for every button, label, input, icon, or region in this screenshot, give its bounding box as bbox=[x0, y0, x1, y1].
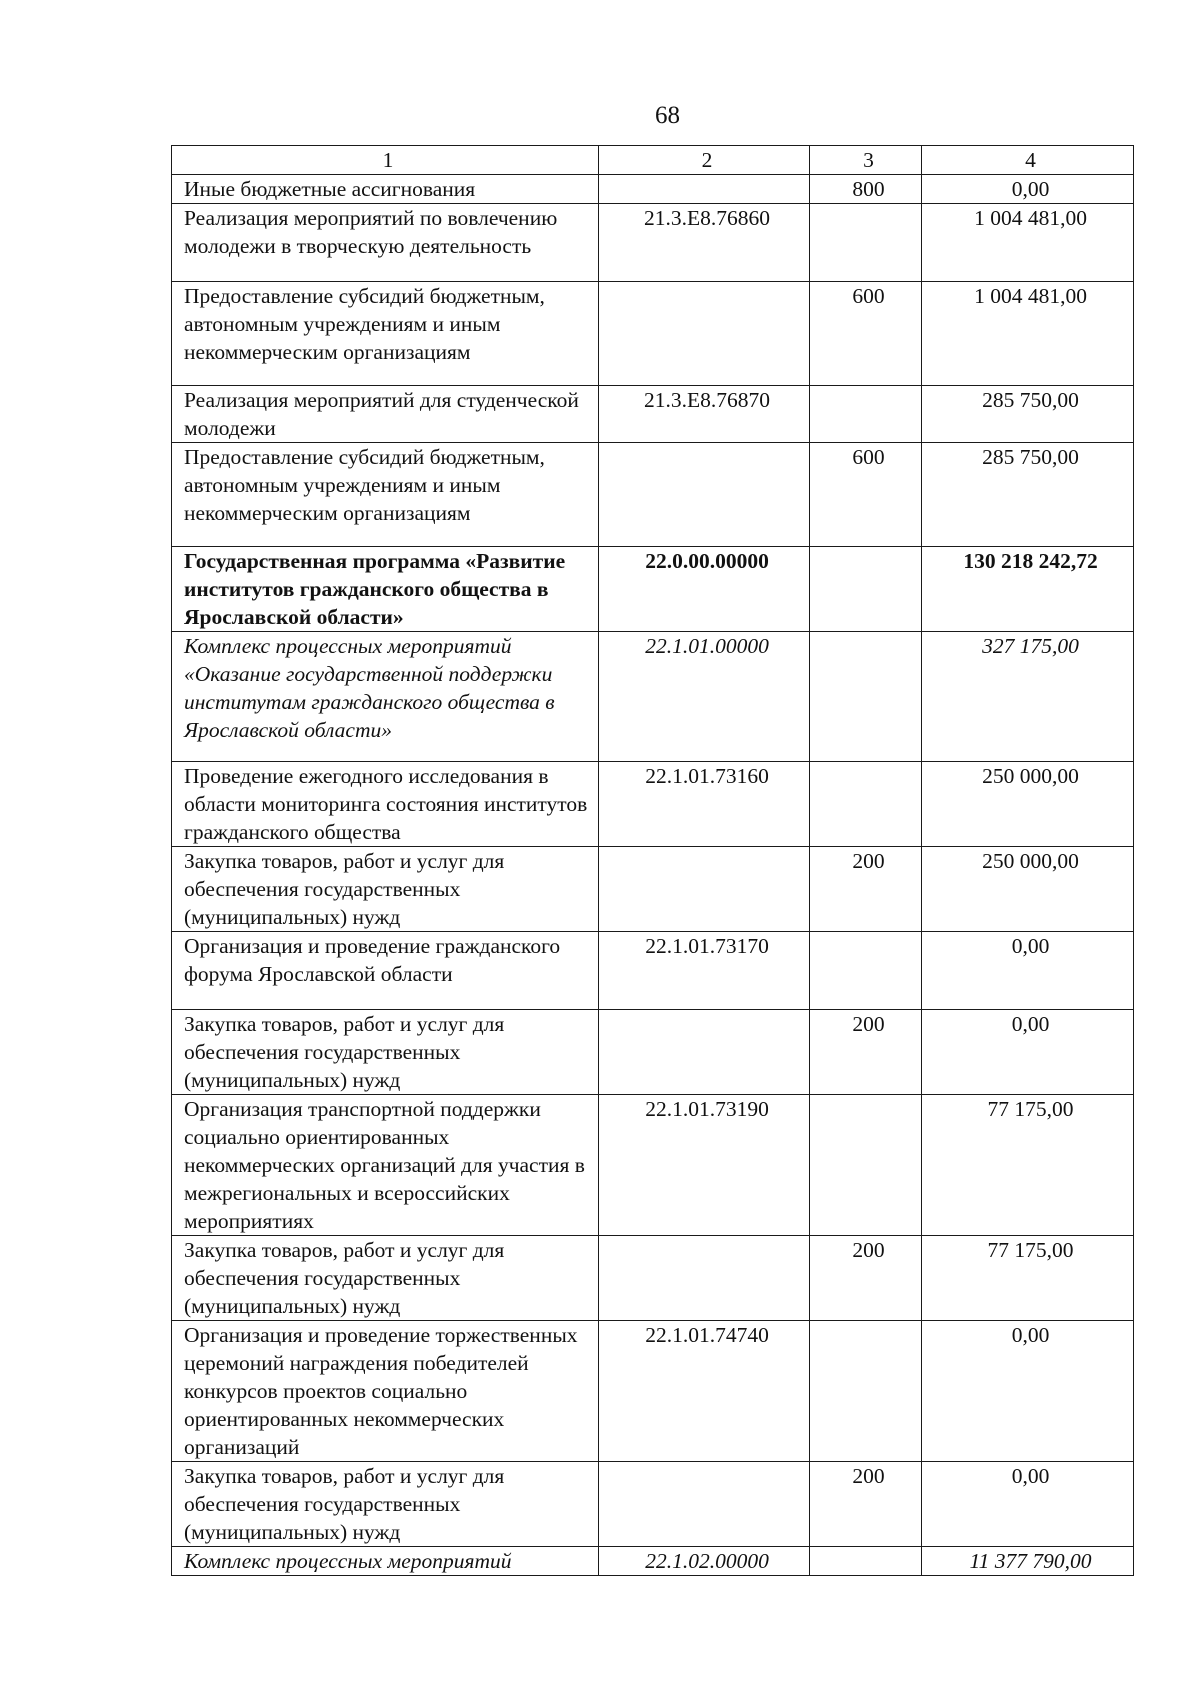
row-type-cell bbox=[810, 204, 922, 282]
table-row bbox=[172, 1462, 1134, 1547]
column-header-3: 3 bbox=[810, 146, 922, 175]
column-number-row bbox=[172, 146, 1134, 175]
row-name-cell: Организация и проведение гражданского форума Ярославской области bbox=[172, 932, 599, 1010]
row-amount-cell: 285 750,00 bbox=[922, 386, 1134, 443]
column-header-4: 4 bbox=[922, 146, 1134, 175]
row-type-cell bbox=[810, 632, 922, 762]
row-amount-cell: 77 175,00 bbox=[922, 1236, 1134, 1321]
row-code-cell bbox=[599, 282, 810, 386]
table-row bbox=[172, 632, 1134, 762]
row-name-cell: Реализация мероприятий для студенческой молодежи bbox=[172, 386, 599, 443]
row-name-cell: Иные бюджетные ассигнования bbox=[172, 175, 599, 204]
table-row bbox=[172, 1010, 1134, 1095]
row-amount-cell: 1 004 481,00 bbox=[922, 282, 1134, 386]
row-amount-cell: 0,00 bbox=[922, 1462, 1134, 1547]
row-code-cell bbox=[599, 847, 810, 932]
row-code-cell: 22.1.01.74740 bbox=[599, 1321, 810, 1462]
row-name-cell: Закупка товаров, работ и услуг для обеспечения государственных (муниципальных) нужд bbox=[172, 1236, 599, 1321]
table-row bbox=[172, 175, 1134, 204]
row-amount-cell: 250 000,00 bbox=[922, 762, 1134, 847]
budget-table-body bbox=[172, 146, 1134, 1576]
row-amount-cell: 130 218 242,72 bbox=[922, 547, 1134, 632]
table-row bbox=[172, 932, 1134, 1010]
row-code-cell bbox=[599, 1010, 810, 1095]
row-name-cell: Закупка товаров, работ и услуг для обеспечения государственных (муниципальных) нужд bbox=[172, 847, 599, 932]
row-amount-cell: 11 377 790,00 bbox=[922, 1547, 1134, 1576]
row-type-cell bbox=[810, 932, 922, 1010]
row-type-cell bbox=[810, 547, 922, 632]
table-row bbox=[172, 1236, 1134, 1321]
row-type-cell: 600 bbox=[810, 443, 922, 547]
table-row bbox=[172, 204, 1134, 282]
table-row bbox=[172, 547, 1134, 632]
row-amount-cell: 0,00 bbox=[922, 1010, 1134, 1095]
table-row bbox=[172, 847, 1134, 932]
row-code-cell bbox=[599, 175, 810, 204]
row-name-cell: Предоставление субсидий бюджетным, автономным учреждениям и иным некоммерческим организациям bbox=[172, 443, 599, 547]
row-name-cell: Комплекс процессных мероприятий bbox=[172, 1547, 599, 1576]
column-header-1: 1 bbox=[172, 146, 599, 175]
row-type-cell: 200 bbox=[810, 1462, 922, 1547]
row-type-cell bbox=[810, 386, 922, 443]
row-code-cell: 22.1.01.73160 bbox=[599, 762, 810, 847]
row-type-cell: 600 bbox=[810, 282, 922, 386]
row-name-cell: Государственная программа «Развитие институтов гражданского общества в Ярославской области» bbox=[172, 547, 599, 632]
column-header-2: 2 bbox=[599, 146, 810, 175]
row-amount-cell: 0,00 bbox=[922, 175, 1134, 204]
row-amount-cell: 77 175,00 bbox=[922, 1095, 1134, 1236]
row-type-cell: 800 bbox=[810, 175, 922, 204]
row-amount-cell: 0,00 bbox=[922, 932, 1134, 1010]
row-name-cell: Организация транспортной поддержки социально ориентированных некоммерческих организаций для участия в межрегиональных и всероссийских мероприятиях bbox=[172, 1095, 599, 1236]
row-type-cell: 200 bbox=[810, 1010, 922, 1095]
row-amount-cell: 285 750,00 bbox=[922, 443, 1134, 547]
table-row bbox=[172, 1547, 1134, 1576]
row-type-cell bbox=[810, 1547, 922, 1576]
row-code-cell: 21.3.E8.76860 bbox=[599, 204, 810, 282]
row-type-cell bbox=[810, 1321, 922, 1462]
row-name-cell: Закупка товаров, работ и услуг для обеспечения государственных (муниципальных) нужд bbox=[172, 1462, 599, 1547]
row-code-cell bbox=[599, 1236, 810, 1321]
row-name-cell: Организация и проведение торжественных церемоний награждения победителей конкурсов проектов социально ориентированных некоммерческих организаций bbox=[172, 1321, 599, 1462]
row-amount-cell: 1 004 481,00 bbox=[922, 204, 1134, 282]
row-code-cell: 22.1.01.00000 bbox=[599, 632, 810, 762]
row-name-cell: Проведение ежегодного исследования в области мониторинга состояния институтов гражданского общества bbox=[172, 762, 599, 847]
table-row bbox=[172, 1095, 1134, 1236]
table-row bbox=[172, 762, 1134, 847]
row-amount-cell: 250 000,00 bbox=[922, 847, 1134, 932]
row-code-cell: 22.1.01.73170 bbox=[599, 932, 810, 1010]
table-row bbox=[172, 282, 1134, 386]
row-amount-cell: 327 175,00 bbox=[922, 632, 1134, 762]
row-code-cell: 22.0.00.00000 bbox=[599, 547, 810, 632]
row-code-cell: 22.1.02.00000 bbox=[599, 1547, 810, 1576]
row-name-cell: Предоставление субсидий бюджетным, автономным учреждениям и иным некоммерческим организациям bbox=[172, 282, 599, 386]
table-row bbox=[172, 1321, 1134, 1462]
row-code-cell: 21.3.E8.76870 bbox=[599, 386, 810, 443]
budget-table bbox=[171, 145, 1134, 1576]
row-code-cell bbox=[599, 443, 810, 547]
row-code-cell bbox=[599, 1462, 810, 1547]
row-name-cell: Комплекс процессных мероприятий «Оказание государственной поддержки институтам гражданского общества в Ярославской области» bbox=[172, 632, 599, 762]
row-type-cell: 200 bbox=[810, 1236, 922, 1321]
table-row bbox=[172, 386, 1134, 443]
page-number: 68 bbox=[655, 102, 680, 129]
row-type-cell: 200 bbox=[810, 847, 922, 932]
row-type-cell bbox=[810, 1095, 922, 1236]
table-row bbox=[172, 443, 1134, 547]
row-code-cell: 22.1.01.73190 bbox=[599, 1095, 810, 1236]
row-name-cell: Реализация мероприятий по вовлечению молодежи в творческую деятельность bbox=[172, 204, 599, 282]
row-name-cell: Закупка товаров, работ и услуг для обеспечения государственных (муниципальных) нужд bbox=[172, 1010, 599, 1095]
row-amount-cell: 0,00 bbox=[922, 1321, 1134, 1462]
row-type-cell bbox=[810, 762, 922, 847]
